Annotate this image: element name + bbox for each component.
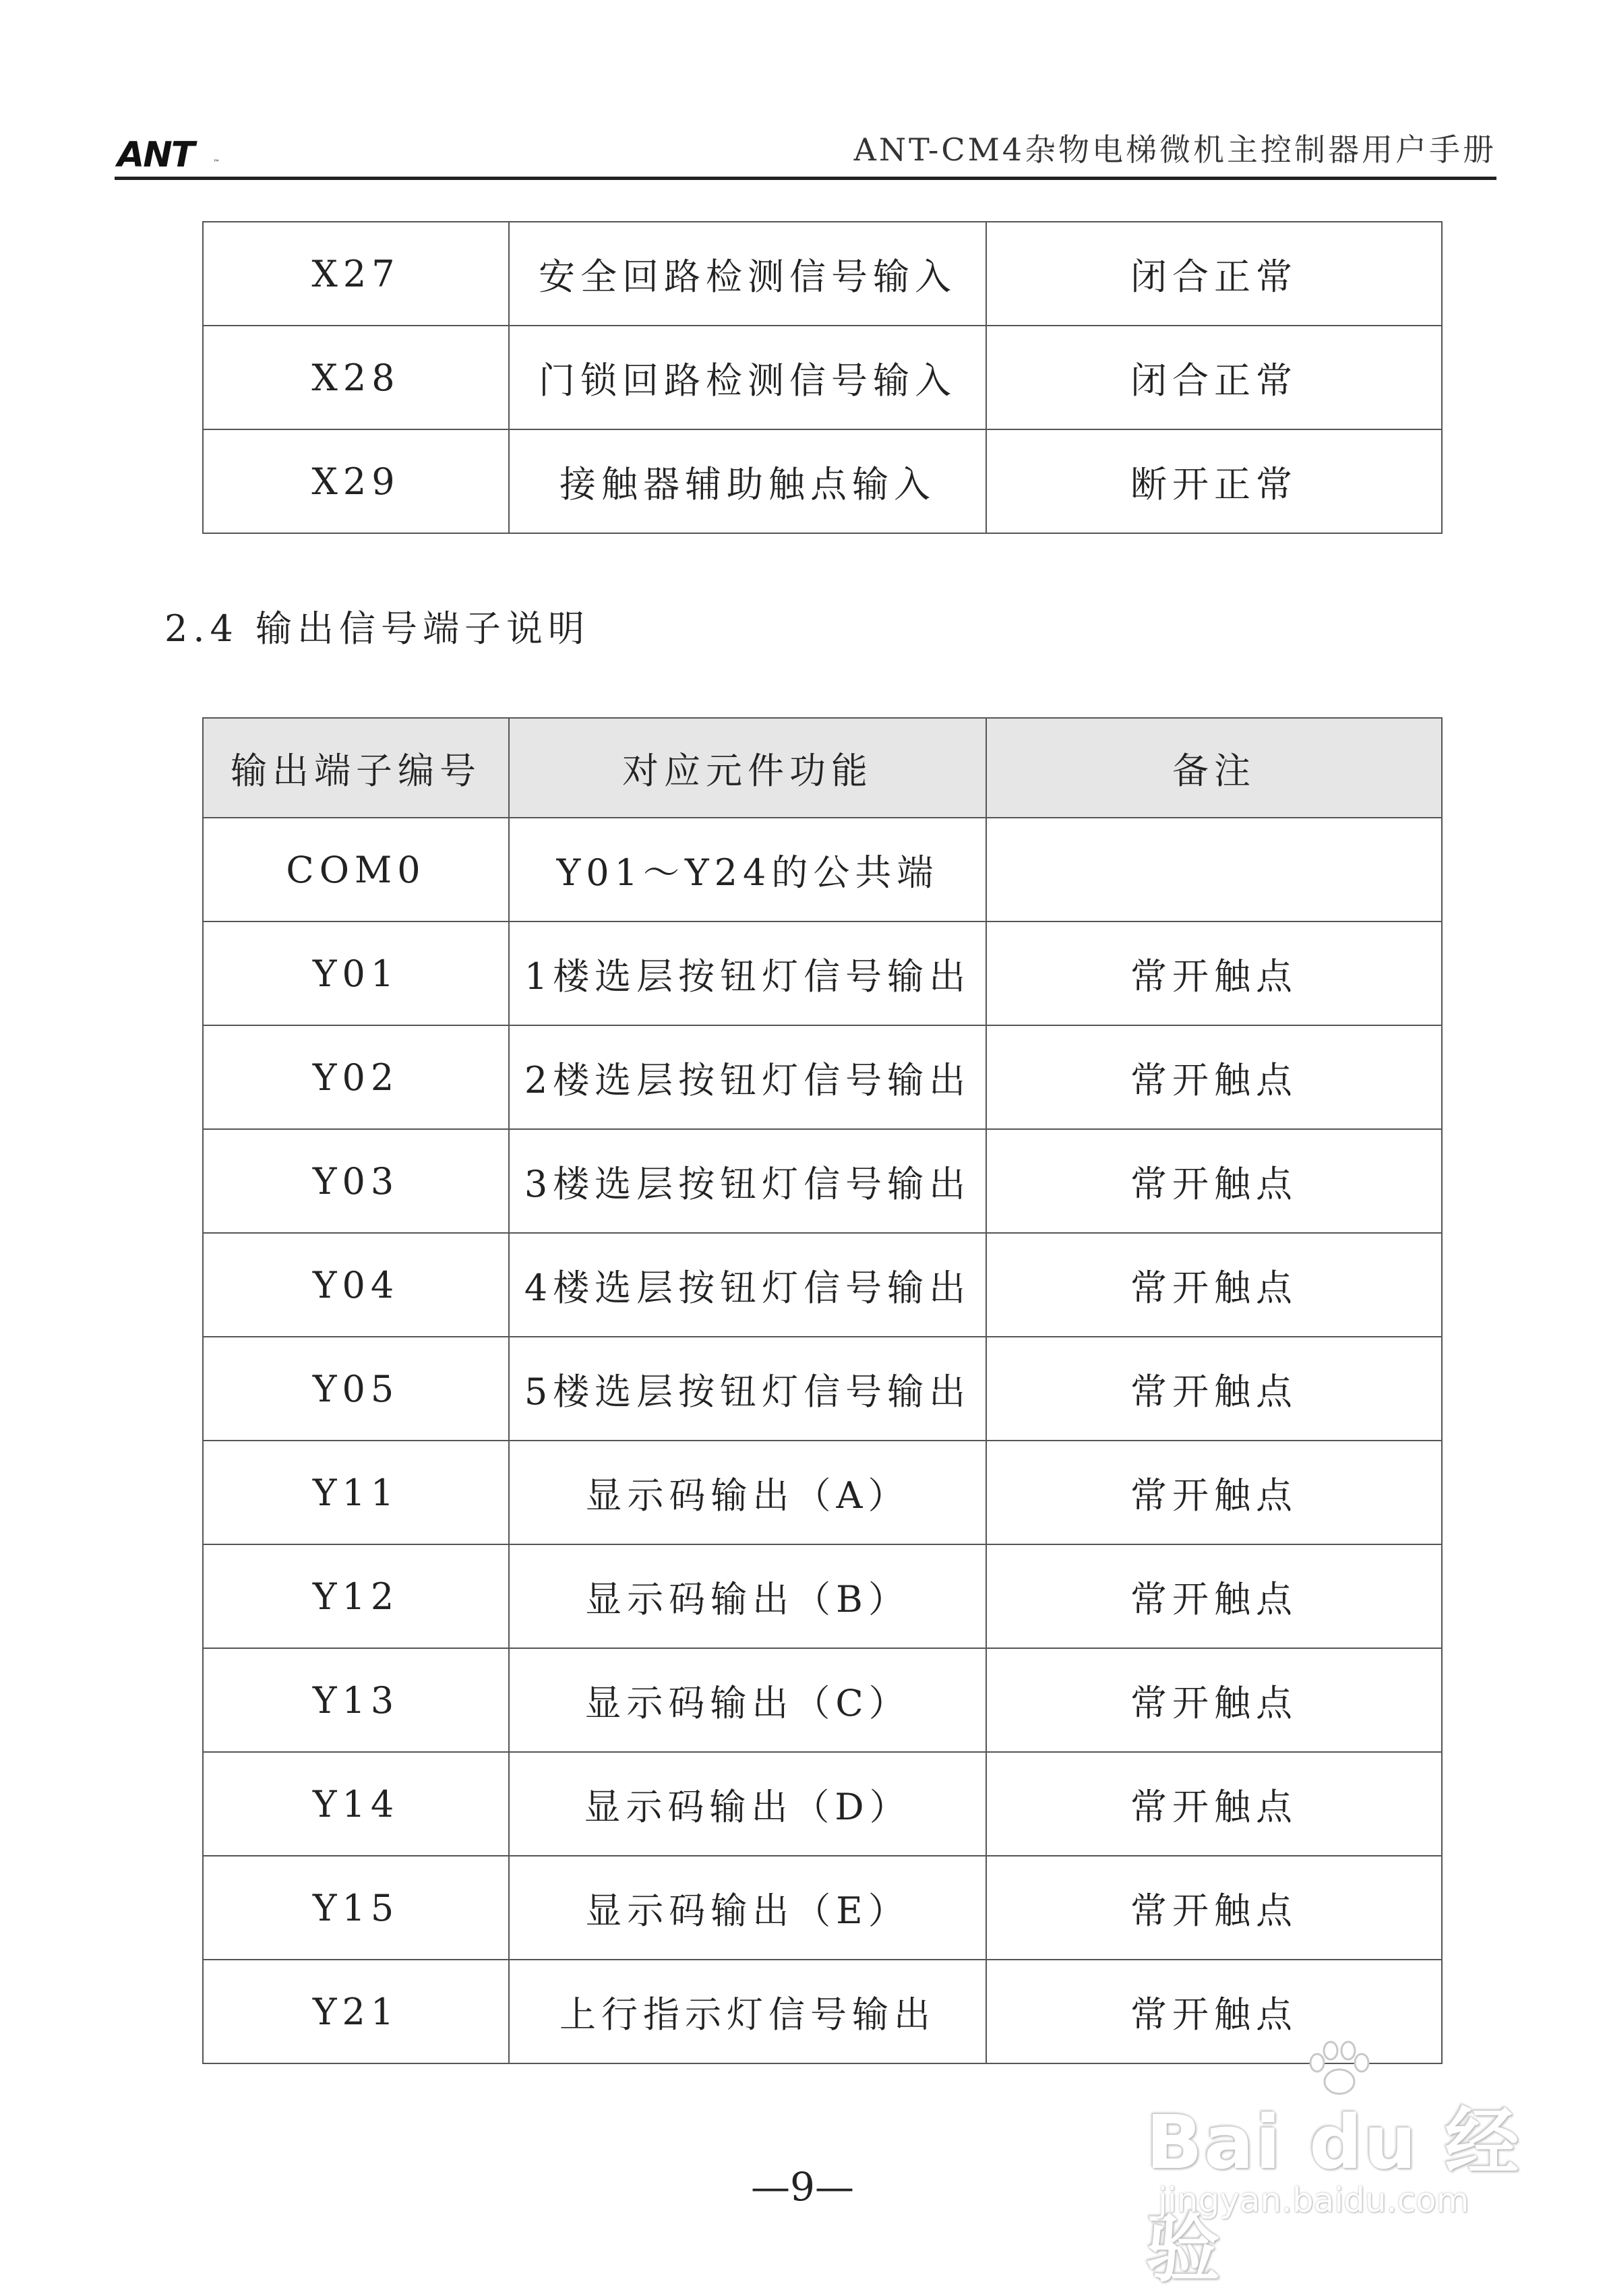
note-cell: 常开触点 bbox=[986, 1544, 1442, 1648]
note-cell: 常开触点 bbox=[986, 922, 1442, 1025]
function-cell: 显示码输出（A） bbox=[509, 1441, 986, 1544]
logo-text: ANT bbox=[117, 135, 194, 175]
terminal-cell: Y05 bbox=[203, 1337, 509, 1441]
table-row bbox=[203, 1648, 1442, 1752]
terminal-cell: Y04 bbox=[203, 1233, 509, 1337]
terminal-cell: X28 bbox=[203, 326, 509, 429]
note-cell: 常开触点 bbox=[986, 1752, 1442, 1856]
output-terminal-table bbox=[202, 717, 1443, 2064]
function-cell: 显示码输出（B） bbox=[509, 1544, 986, 1648]
note-cell: 常开触点 bbox=[986, 1025, 1442, 1129]
logo-trademark: ™ bbox=[213, 159, 220, 167]
watermark-brand: Bai du 经验 bbox=[1146, 2099, 1521, 2292]
manual-title: ANT-CM4杂物电梯微机主控制器用户手册 bbox=[853, 131, 1496, 168]
function-cell: 安全回路检测信号输入 bbox=[509, 222, 986, 326]
section-heading: 2.4 输出信号端子说明 bbox=[164, 607, 590, 650]
ant-logo bbox=[117, 135, 218, 175]
input-terminal-table bbox=[202, 221, 1443, 534]
note-cell: 常开触点 bbox=[986, 1856, 1442, 1960]
function-cell: 显示码输出（C） bbox=[509, 1648, 986, 1752]
function-cell: 显示码输出（D） bbox=[509, 1752, 986, 1856]
table-row bbox=[203, 1129, 1442, 1233]
table-header-row bbox=[203, 718, 1442, 818]
table-row bbox=[203, 1337, 1442, 1441]
page-header bbox=[115, 115, 1496, 180]
column-header: 备注 bbox=[986, 718, 1442, 818]
note-cell: 常开触点 bbox=[986, 1648, 1442, 1752]
note-cell: 常开触点 bbox=[986, 1233, 1442, 1337]
terminal-cell: X27 bbox=[203, 222, 509, 326]
note-cell: 常开触点 bbox=[986, 1441, 1442, 1544]
watermark-url: jingyan.baidu.com bbox=[1158, 2181, 1470, 2220]
page-number: —9— bbox=[751, 2164, 854, 2210]
terminal-cell: Y03 bbox=[203, 1129, 509, 1233]
column-header: 输出端子编号 bbox=[203, 718, 509, 818]
function-cell: 3楼选层按钮灯信号输出 bbox=[509, 1129, 986, 1233]
terminal-cell: Y11 bbox=[203, 1441, 509, 1544]
table-row bbox=[203, 1025, 1442, 1129]
function-cell: 4楼选层按钮灯信号输出 bbox=[509, 1233, 986, 1337]
note-cell: 闭合正常 bbox=[986, 326, 1442, 429]
function-cell: 接触器辅助触点输入 bbox=[509, 429, 986, 533]
terminal-cell: Y13 bbox=[203, 1648, 509, 1752]
terminal-cell: X29 bbox=[203, 429, 509, 533]
table-row bbox=[203, 1441, 1442, 1544]
note-cell: 断开正常 bbox=[986, 429, 1442, 533]
terminal-cell: Y01 bbox=[203, 922, 509, 1025]
note-cell: 常开触点 bbox=[986, 1337, 1442, 1441]
note-cell: 闭合正常 bbox=[986, 222, 1442, 326]
function-cell: 1楼选层按钮灯信号输出 bbox=[509, 922, 986, 1025]
table-row bbox=[203, 222, 1442, 326]
terminal-cell: Y02 bbox=[203, 1025, 509, 1129]
note-cell bbox=[986, 818, 1442, 922]
function-cell: 门锁回路检测信号输入 bbox=[509, 326, 986, 429]
function-cell: 5楼选层按钮灯信号输出 bbox=[509, 1337, 986, 1441]
table-row bbox=[203, 922, 1442, 1025]
table-row bbox=[203, 429, 1442, 533]
table-row bbox=[203, 818, 1442, 922]
table-row bbox=[203, 1752, 1442, 1856]
terminal-cell: Y15 bbox=[203, 1856, 509, 1960]
function-cell: 2楼选层按钮灯信号输出 bbox=[509, 1025, 986, 1129]
function-cell: Y01～Y24的公共端 bbox=[509, 818, 986, 922]
note-cell: 常开触点 bbox=[986, 1129, 1442, 1233]
table-row bbox=[203, 1233, 1442, 1337]
terminal-cell: Y21 bbox=[203, 1960, 509, 2063]
function-cell: 显示码输出（E） bbox=[509, 1856, 986, 1960]
terminal-cell: Y14 bbox=[203, 1752, 509, 1856]
table-row bbox=[203, 1544, 1442, 1648]
column-header: 对应元件功能 bbox=[509, 718, 986, 818]
terminal-cell: Y12 bbox=[203, 1544, 509, 1648]
terminal-cell: COM0 bbox=[203, 818, 509, 922]
function-cell: 上行指示灯信号输出 bbox=[509, 1960, 986, 2063]
note-cell: 常开触点 bbox=[986, 1960, 1442, 2063]
table-row bbox=[203, 1856, 1442, 1960]
table-row bbox=[203, 326, 1442, 429]
